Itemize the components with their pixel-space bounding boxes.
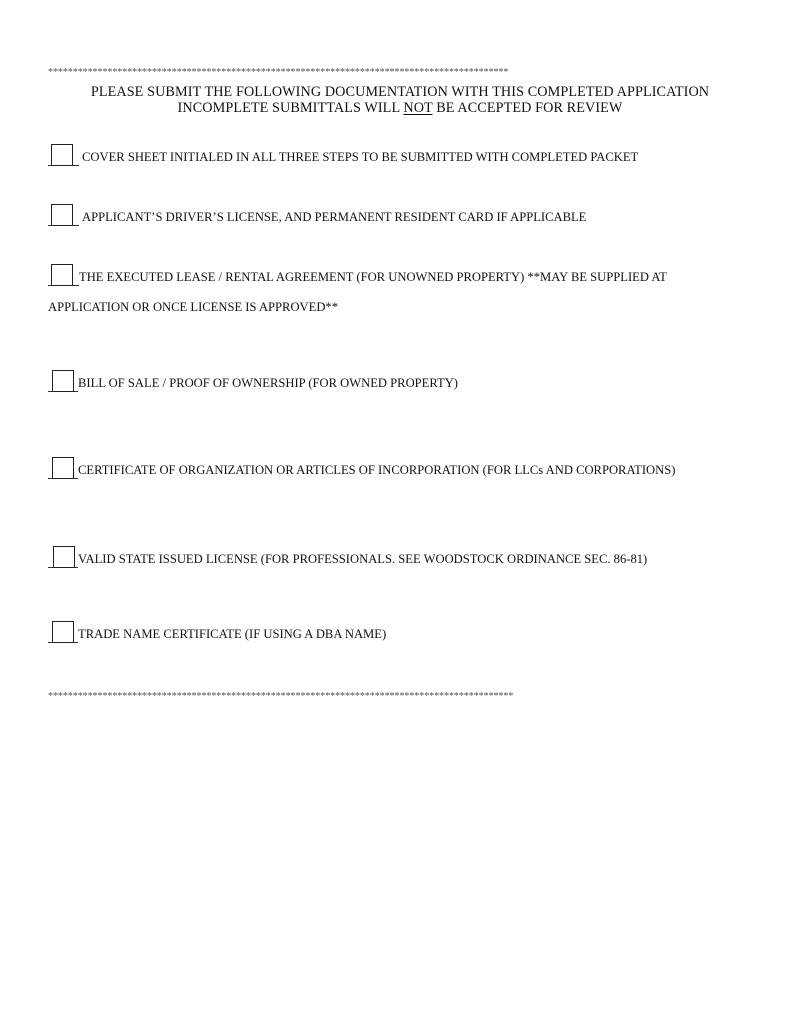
- checkbox-bill-of-sale[interactable]: [52, 370, 74, 392]
- checkbox-state-license[interactable]: [53, 546, 75, 568]
- heading-warning-after: BE ACCEPTED FOR REVIEW: [432, 100, 623, 116]
- checklist-label: CERTIFICATE OF ORGANIZATION OR ARTICLES OF INCORPORATION (FOR LLCs AND CORPORATIONS): [78, 463, 676, 477]
- checklist-label: VALID STATE ISSUED LICENSE (FOR PROFESSIONALS. SEE WOODSTOCK ORDINANCE SEC. 86-81): [78, 552, 648, 566]
- heading-warning-before: INCOMPLETE SUBMITTALS WILL: [177, 100, 404, 116]
- checkbox-underline-wrap: [48, 542, 78, 568]
- checkbox-lease-agreement[interactable]: [51, 264, 73, 286]
- separator-top: *********************************************************************************************: [48, 67, 509, 78]
- checkbox-underline-wrap: [48, 453, 78, 479]
- checkbox-underline-wrap: [48, 366, 78, 392]
- separator-bottom: **********************************************************************************************: [48, 691, 514, 702]
- heading-warning: [0, 100, 800, 116]
- checkbox-cover-sheet[interactable]: [51, 144, 73, 166]
- checkbox-underline-wrap: [48, 617, 78, 643]
- heading-warning-emphasis: NOT: [403, 100, 433, 116]
- checkbox-trade-name[interactable]: [52, 621, 74, 643]
- checkbox-underline-wrap: [48, 200, 79, 226]
- checkbox-drivers-license[interactable]: [51, 204, 73, 226]
- checklist-label-continuation: APPLICATION OR ONCE LICENSE IS APPROVED**: [48, 300, 339, 314]
- checklist-label: BILL OF SALE / PROOF OF OWNERSHIP (FOR OWNED PROPERTY): [78, 376, 459, 390]
- checkbox-underline-wrap: [48, 140, 79, 166]
- checklist-label: TRADE NAME CERTIFICATE (IF USING A DBA NAME): [78, 627, 387, 641]
- checklist-label: THE EXECUTED LEASE / RENTAL AGREEMENT (FOR UNOWNED PROPERTY) **MAY BE SUPPLIED AT: [79, 270, 667, 284]
- checkbox-certificate-of-organization[interactable]: [52, 457, 74, 479]
- checklist-label: COVER SHEET INITIALED IN ALL THREE STEPS TO BE SUBMITTED WITH COMPLETED PACKET: [82, 150, 639, 164]
- checklist-label: APPLICANT’S DRIVER’S LICENSE, AND PERMANENT RESIDENT CARD IF APPLICABLE: [82, 210, 587, 224]
- heading-instruction: PLEASE SUBMIT THE FOLLOWING DOCUMENTATION WITH THIS COMPLETED APPLICATION: [90, 84, 710, 100]
- checkbox-underline-wrap: [48, 260, 79, 286]
